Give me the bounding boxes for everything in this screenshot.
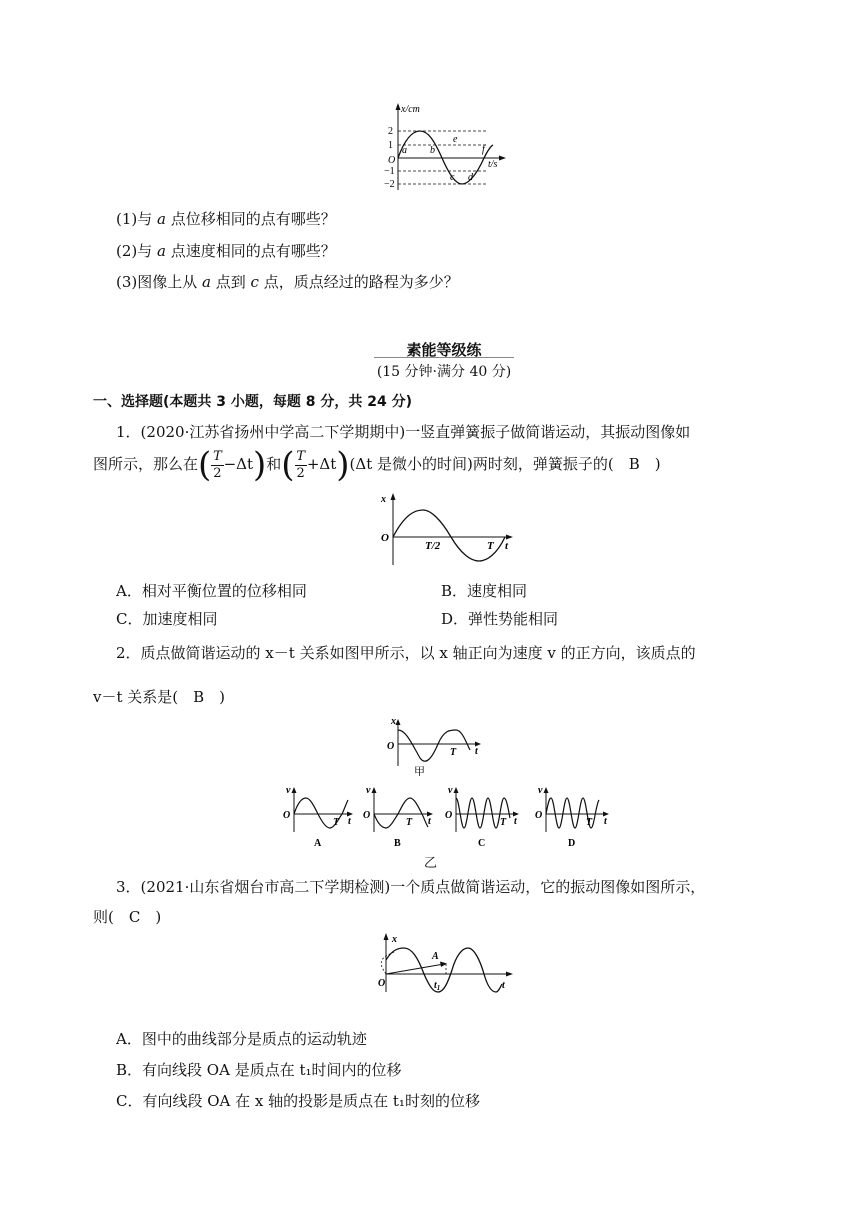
intro-point-label: c (450, 172, 455, 183)
q2-opt-b-origin: O (363, 810, 371, 821)
q2-graph-option-b (358, 784, 438, 850)
q2-opt-c-origin: O (445, 810, 453, 821)
q2-opt-c-y: v (448, 785, 453, 796)
intro-question-3: (3)图像上从 a 点到 c 点，质点经过的路程为多少？ (116, 273, 459, 291)
q1-sine-curve (393, 510, 505, 561)
intro-point-label: a (402, 145, 407, 156)
q1-option-c: C．加速度相同 (116, 610, 218, 628)
q2-opt-c-period: T (500, 817, 507, 828)
intro-point-label: f (482, 144, 485, 155)
q2-graph-main (378, 714, 488, 776)
q3-sine-curve (386, 948, 502, 992)
q1-time-label: t (505, 540, 509, 552)
q3-option-b: B．有向线段 OA 是质点在 t₁时间内的位移 (116, 1061, 402, 1079)
q2-main-caption: 甲 (414, 766, 425, 776)
q2-caption-yi: 乙 (424, 856, 438, 871)
q2-opt-a-origin: O (283, 810, 291, 821)
q2-opt-a-y: v (286, 785, 291, 796)
intro-question-1: (1)与 a 点位移相同的点有哪些？ (116, 210, 336, 228)
q1-period-label: T (487, 540, 494, 552)
section-subtitle: (15 分钟·满分 40 分) (376, 364, 512, 380)
q2-main-origin: O (387, 741, 395, 752)
q2-main-period: T (450, 747, 457, 758)
q2-opt-d-y: v (538, 785, 543, 796)
intro-x-axis-label: t/s (488, 159, 498, 170)
intro-point-label: e (453, 134, 458, 145)
q2-opt-b-t: t (428, 816, 431, 827)
intro-displacement-graph (358, 100, 518, 192)
q1-origin-label: O (381, 532, 389, 544)
q2-opt-c-t: t (514, 816, 517, 827)
intro-y-tick: −1 (384, 166, 395, 177)
q2-graph-option-c (440, 784, 524, 850)
q3-t1-label: $t_1$ (434, 980, 441, 992)
intro-y-axis-label: x/cm (401, 104, 420, 115)
q1-text-line1: 1．(2020·江苏省扬州中学高二下学期期中)一竖直弹簧振子做简谐运动，其振动图像如 (116, 423, 691, 441)
q1-option-b: B．速度相同 (441, 582, 528, 600)
q2-opt-b-label: B (394, 838, 401, 849)
q3-vibration-graph (372, 930, 522, 1000)
q2-opt-a-label: A (314, 838, 322, 849)
intro-y-tick: −2 (384, 179, 395, 190)
q3-text-line1: 3．(2021·山东省烟台市高二下学期检测)一个质点做简谐运动，它的振动图像如图所示， (116, 878, 706, 896)
q2-graph-option-a (278, 784, 358, 850)
part-heading: 一、选择题(本题共 3 小题，每题 8 分，共 24 分) (93, 394, 413, 410)
q2-opt-d-period: T (586, 817, 593, 828)
section-title: 素能等级练 (406, 341, 482, 359)
q2-opt-c-label: C (478, 838, 486, 849)
q1-vibration-graph (375, 492, 520, 567)
intro-point-label: d (468, 172, 473, 183)
q2-opt-a-period: T (333, 817, 340, 828)
q2-opt-d-t: t (604, 816, 607, 827)
intro-question-2: (2)与 a 点速度相同的点有哪些？ (116, 242, 336, 260)
intro-point-label: b (430, 145, 435, 156)
q3-text-line2: 则( C ) (93, 908, 162, 926)
section-title-underline (374, 357, 514, 358)
q1-half-period-label: T/2 (425, 540, 441, 552)
q2-opt-d-origin: O (535, 810, 543, 821)
q3-option-a: A．图中的曲线部分是质点的运动轨迹 (116, 1030, 367, 1048)
q3-axis-x-label: x (392, 934, 397, 945)
q2-opt-b-y: v (366, 785, 371, 796)
q2-text-line1: 2．质点做简谐运动的 x－t 关系如图甲所示，以 x 轴正向为速度 v 的正方向，该质点的 (116, 644, 696, 662)
q2-main-sine-curve (398, 730, 470, 761)
intro-y-tick: 2 (388, 126, 393, 137)
intro-origin-label: O (388, 155, 396, 166)
q3-option-c: C．有向线段 OA 在 x 轴的投影是质点在 t₁时刻的位移 (116, 1092, 480, 1110)
q2-main-y-label: x (391, 716, 396, 727)
q1-option-a: A．相对平衡位置的位移相同 (116, 582, 307, 600)
q3-point-a-label: A (432, 951, 439, 962)
q3-origin-label: O (378, 978, 386, 989)
q1-axis-x-label: x (381, 494, 386, 505)
q3-time-label: t (502, 980, 505, 991)
q2-graph-option-d (530, 784, 614, 850)
q1-option-d: D．弹性势能相同 (441, 610, 559, 628)
q2-main-t: t (475, 746, 478, 757)
q2-opt-a-t: t (348, 816, 351, 827)
q2-text-line2: v－t 关系是( B ) (93, 688, 225, 706)
q1-text-line2: 图所示，那么在$(\frac{T}{2}-\Delta t)$和$(\frac{T}{2}+\Delta t)(\Delta t$ 是微小的时间)两时刻，弹簧振子的( B ) (93, 445, 661, 485)
q2-opt-d-label: D (568, 838, 576, 849)
q2-opt-b-period: T (406, 817, 413, 828)
intro-y-tick: 1 (388, 140, 393, 151)
